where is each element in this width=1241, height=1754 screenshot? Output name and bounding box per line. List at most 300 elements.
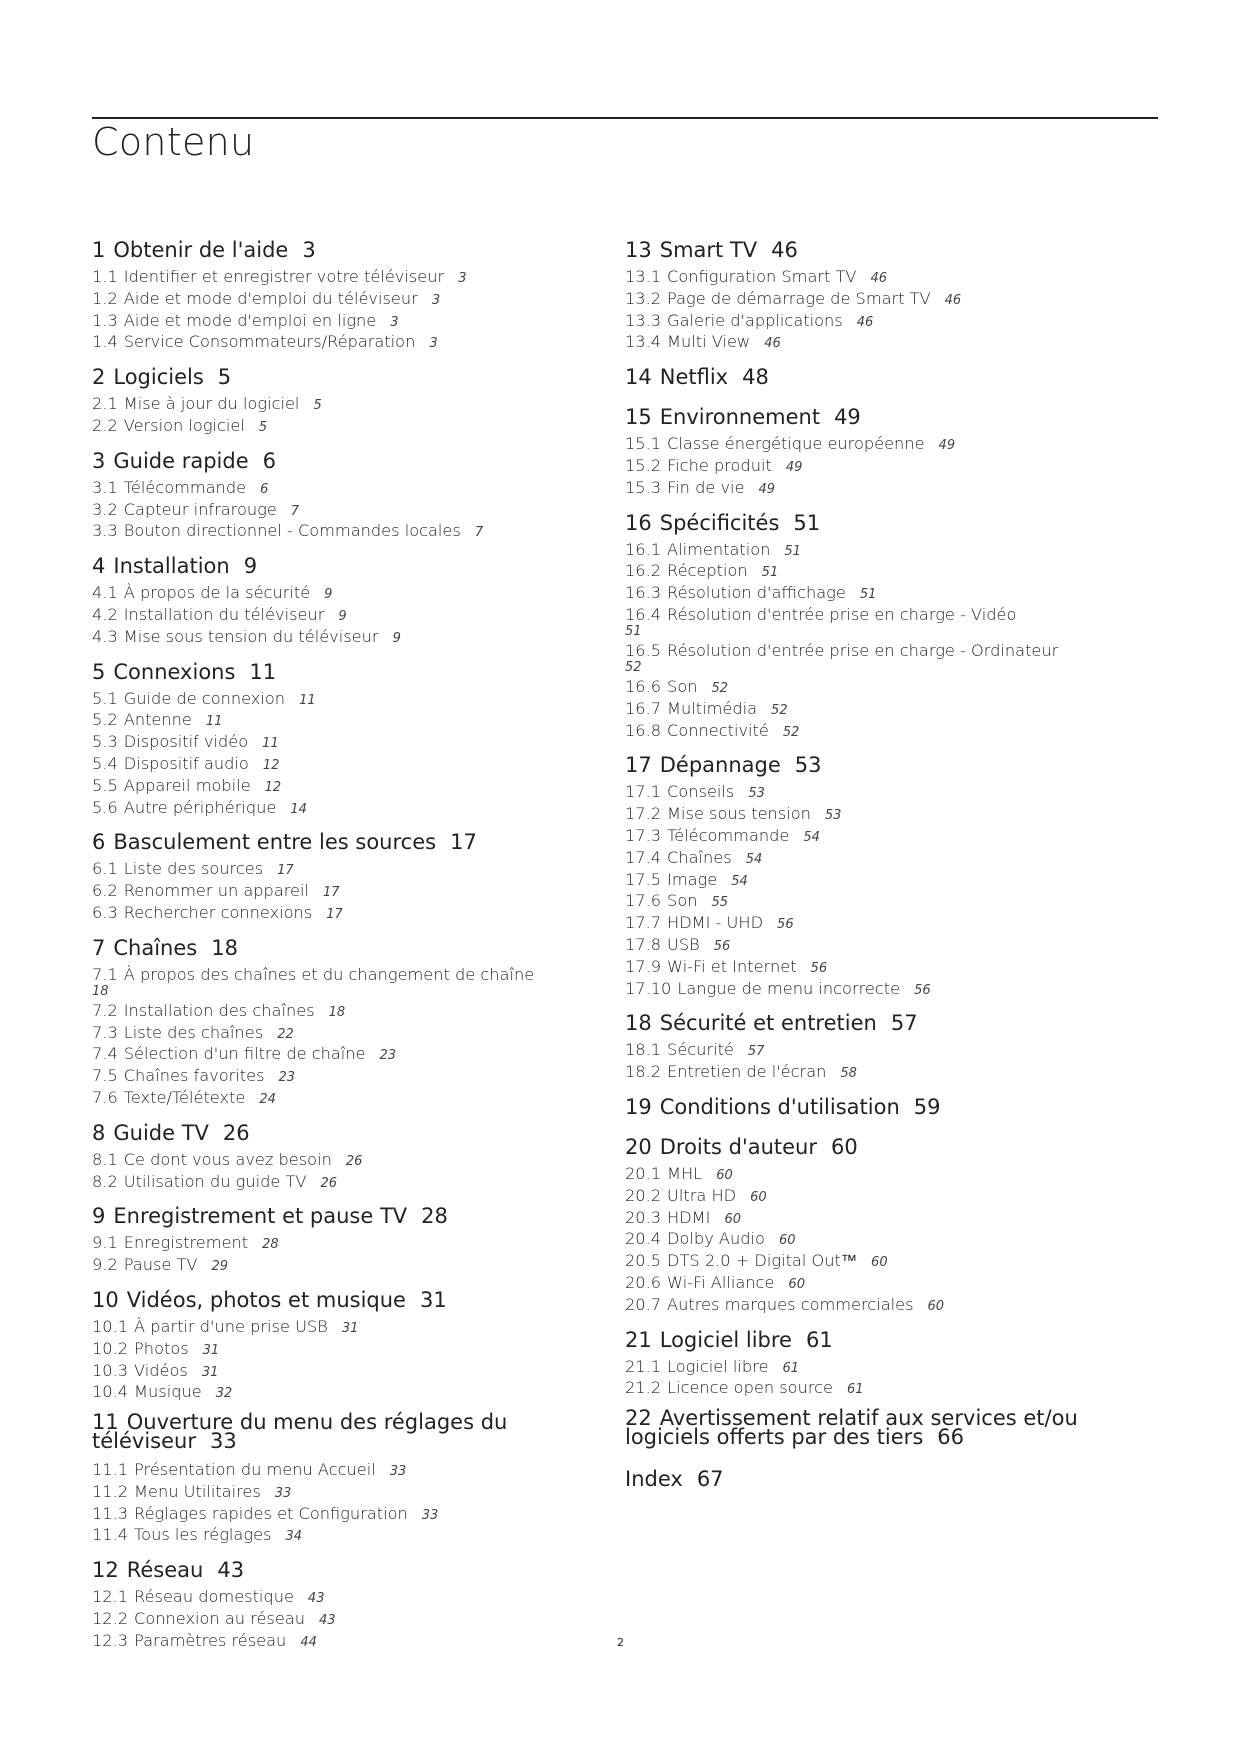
entry-title: Musique (134, 1382, 202, 1402)
entry-title: Pause TV (123, 1255, 198, 1275)
toc-entry[interactable] (625, 870, 1125, 892)
toc-section (92, 1202, 592, 1282)
entry-number: 6.3 (92, 902, 118, 922)
toc-section-heading[interactable] (625, 751, 1125, 779)
entry-number: 16.1 (625, 539, 662, 559)
toc-entry[interactable] (92, 689, 592, 711)
section-number: 10 (92, 1287, 119, 1312)
entry-number: 1.2 (92, 288, 118, 308)
toc-entry[interactable] (92, 1317, 592, 1339)
entry-title: Mise sous tension (667, 804, 811, 824)
section-spacer (625, 1084, 1125, 1089)
toc-entry[interactable] (625, 913, 1125, 935)
entry-page-number: 54 (745, 851, 763, 867)
entry-number: 16.4 (625, 604, 662, 624)
section-title: Guide TV (113, 1120, 209, 1145)
entry-number: 5.3 (92, 732, 118, 752)
toc-entry[interactable] (625, 540, 1125, 562)
toc-section-heading[interactable] (625, 509, 1125, 537)
section-page-number: 49 (834, 405, 861, 430)
section-number: 17 (625, 753, 652, 778)
toc-section (625, 1406, 1125, 1461)
entry-title: Présentation du menu Accueil (134, 1460, 376, 1480)
toc-section (92, 447, 592, 548)
entry-title: Entretien de l'écran (667, 1062, 827, 1082)
toc-entry[interactable] (92, 267, 592, 289)
entry-number: 11.2 (92, 1481, 129, 1501)
entry-page-number: 23 (278, 1070, 296, 1086)
toc-entry[interactable] (92, 798, 592, 820)
section-page-number: 28 (421, 1204, 448, 1229)
section-number: 9 (92, 1204, 106, 1229)
entry-title: Liste des chaînes (123, 1022, 264, 1042)
section-number: 20 (625, 1134, 652, 1159)
entry-page-number: 52 (625, 659, 642, 675)
section-spacer (625, 354, 1125, 359)
toc-entry[interactable] (625, 935, 1125, 957)
section-number: 16 (625, 510, 652, 535)
toc-entry[interactable] (625, 1378, 1125, 1400)
entry-page-number: 53 (748, 786, 765, 802)
toc-entry[interactable] (92, 500, 592, 522)
entry-page-number: 33 (389, 1464, 407, 1480)
entry-title: MHL (667, 1163, 703, 1183)
toc-entry[interactable] (625, 561, 1125, 583)
entry-page-number: 33 (421, 1507, 439, 1523)
section-page-number: 33 (209, 1429, 237, 1454)
entry-title: Télécommande (123, 477, 247, 497)
entry-page-number: 46 (944, 292, 962, 308)
toc-entry[interactable] (625, 1295, 1125, 1317)
entry-title: Image (667, 869, 718, 889)
entry-title: Mise à jour du logiciel (123, 394, 300, 414)
section-spacer (625, 500, 1125, 505)
entry-title: Capteur infrarouge (123, 499, 277, 519)
toc-entry[interactable] (92, 1001, 592, 1023)
entry-page-number: 55 (711, 895, 729, 911)
entry-number: 13.3 (625, 310, 662, 330)
entry-page-number: 11 (262, 736, 279, 752)
toc-entry[interactable] (92, 1233, 592, 1255)
entry-number: 12.3 (92, 1630, 129, 1650)
entry-title: Multi View (667, 332, 751, 352)
toc-section (625, 1133, 1125, 1322)
section-spacer (625, 1000, 1125, 1005)
toc-entry[interactable] (92, 394, 592, 416)
section-title: Chaînes (113, 935, 198, 960)
entry-title: Photos (134, 1338, 189, 1358)
toc-entry[interactable] (625, 804, 1125, 826)
entry-number: 16.8 (625, 720, 662, 740)
section-title: Connexions (113, 659, 236, 684)
section-number: 14 (625, 365, 652, 390)
entry-title: Télécommande (667, 825, 790, 845)
entry-page-number: 18 (328, 1004, 346, 1020)
toc-entry[interactable] (92, 881, 592, 903)
toc-entry[interactable] (625, 1273, 1125, 1295)
entry-number: 17.3 (625, 825, 662, 845)
entry-number: 17.2 (625, 804, 662, 824)
toc-entry[interactable] (625, 456, 1125, 478)
entry-page-number: 26 (320, 1175, 337, 1191)
entry-page-number: 51 (761, 565, 779, 581)
toc-section-heading[interactable] (92, 934, 592, 962)
entry-number: 1.1 (92, 267, 118, 286)
entry-number: 3.3 (92, 521, 118, 541)
toc-section-heading[interactable] (92, 1410, 562, 1457)
entry-title: Autres marques commerciales (667, 1294, 914, 1314)
toc-entry[interactable] (92, 732, 592, 754)
toc-entry[interactable] (92, 332, 592, 354)
entry-number: 4.2 (92, 604, 118, 624)
entry-page-number: 3 (390, 314, 399, 330)
section-title: Index (625, 1467, 683, 1492)
toc-entry[interactable] (92, 416, 592, 438)
toc-section-heading[interactable] (625, 1133, 1125, 1161)
entry-number: 8.1 (92, 1149, 118, 1169)
toc-entry[interactable] (625, 1186, 1125, 1208)
entry-number: 4.1 (92, 583, 118, 603)
section-number: 5 (92, 659, 106, 684)
entry-number: 1.4 (92, 332, 118, 352)
entry-number: 9.2 (92, 1255, 118, 1275)
toc-entry[interactable] (92, 1150, 592, 1172)
toc-section-heading[interactable] (625, 1009, 1125, 1037)
entry-title: Chaînes favorites (123, 1066, 265, 1086)
entry-page-number: 18 (92, 983, 109, 999)
section-title: Smart TV (659, 238, 758, 262)
entry-page-number: 60 (871, 1255, 888, 1271)
toc-entry[interactable] (625, 311, 1125, 333)
entry-number: 8.2 (92, 1171, 118, 1191)
entry-page-number: 3 (458, 271, 467, 286)
toc-entry[interactable] (92, 1525, 592, 1547)
entry-title: Wi-Fi Alliance (667, 1272, 775, 1292)
entry-number: 11.4 (92, 1525, 129, 1545)
toc-entry[interactable] (625, 1208, 1125, 1230)
toc-entry[interactable] (92, 1255, 592, 1277)
toc-entry[interactable] (625, 478, 1125, 500)
section-number: 6 (92, 830, 106, 855)
toc-section (625, 403, 1125, 504)
section-page-number: 6 (262, 448, 277, 473)
toc-entry[interactable] (625, 641, 1095, 677)
toc-entry[interactable] (625, 1164, 1125, 1186)
entry-number: 15.1 (625, 434, 662, 454)
entry-title: Vidéos (134, 1360, 188, 1380)
entry-page-number: 53 (824, 808, 842, 824)
toc-section-heading[interactable] (625, 363, 1125, 391)
toc-section (625, 1009, 1125, 1089)
toc-entry[interactable] (92, 1382, 592, 1404)
entry-page-number: 3 (429, 336, 438, 352)
toc-entry[interactable] (625, 891, 1125, 913)
entry-page-number: 23 (379, 1048, 397, 1064)
section-number: 15 (625, 405, 652, 430)
toc-section (92, 552, 592, 653)
toc-entry[interactable] (625, 782, 1125, 804)
entry-number: 20.5 (625, 1251, 662, 1271)
toc-entry[interactable] (625, 699, 1125, 721)
entry-number: 7.2 (92, 1000, 118, 1020)
entry-page-number: 60 (788, 1276, 805, 1292)
toc-entry[interactable] (625, 605, 1095, 641)
entry-title: HDMI (667, 1207, 711, 1227)
section-spacer (625, 1317, 1125, 1322)
toc-entry[interactable] (625, 1357, 1125, 1379)
entry-page-number: 56 (914, 982, 931, 998)
toc-section-heading[interactable] (92, 1556, 592, 1584)
toc-section (92, 658, 592, 825)
toc-section (92, 1119, 592, 1199)
entry-number: 17.1 (625, 782, 662, 802)
section-number: 18 (625, 1011, 652, 1036)
entry-title: Antenne (123, 710, 192, 730)
toc-entry[interactable] (92, 776, 592, 798)
toc-section-heading[interactable] (92, 1202, 592, 1230)
page-number: 2 (617, 1636, 624, 1649)
entry-page-number: 34 (285, 1529, 303, 1545)
section-spacer (625, 394, 1125, 399)
toc-entry[interactable] (625, 1040, 1125, 1062)
section-title: Logiciel libre (659, 1327, 792, 1352)
entry-number: 13.2 (625, 288, 662, 308)
toc-entry[interactable] (92, 605, 592, 627)
toc-entry[interactable] (92, 1504, 592, 1526)
toc-entry[interactable] (92, 754, 592, 776)
toc-section-heading[interactable] (92, 363, 592, 391)
section-page-number: 43 (217, 1558, 245, 1583)
entry-title: Rechercher connexions (123, 902, 313, 922)
section-page-number: 51 (793, 510, 821, 535)
entry-page-number: 9 (392, 630, 401, 646)
section-page-number: 31 (419, 1287, 447, 1312)
entry-page-number: 33 (274, 1485, 292, 1501)
toc-section-heading[interactable] (625, 1093, 1125, 1121)
toc-entry[interactable] (625, 721, 1125, 743)
entry-title: Langue de menu incorrecte (677, 978, 901, 998)
toc-section-heading[interactable] (92, 447, 592, 475)
entry-page-number: 29 (211, 1259, 229, 1275)
toc-entry[interactable] (92, 1044, 592, 1066)
section-page-number: 60 (831, 1134, 858, 1159)
toc-section-heading[interactable] (625, 1326, 1125, 1354)
toc-entry[interactable] (625, 677, 1125, 699)
toc-entry[interactable] (625, 434, 1125, 456)
toc-section-heading[interactable] (625, 403, 1125, 431)
toc-entry[interactable] (92, 1023, 592, 1045)
toc-entry[interactable] (92, 965, 562, 1001)
entry-number: 16.5 (625, 640, 662, 660)
entry-title: Version logiciel (123, 415, 245, 435)
entry-title: Dispositif vidéo (123, 732, 249, 752)
section-title: Installation (113, 554, 230, 579)
toc-section-heading[interactable] (625, 1406, 1095, 1453)
entry-number: 6.2 (92, 881, 118, 901)
entry-number: 10.3 (92, 1360, 129, 1380)
entry-title: Liste des sources (123, 859, 264, 879)
section-spacer (92, 819, 592, 824)
section-spacer (92, 925, 592, 930)
entry-number: 5.2 (92, 710, 118, 730)
section-title: Guide rapide (113, 448, 249, 473)
entry-title: À partir d'une prise USB (134, 1316, 328, 1336)
entry-page-number: 5 (313, 398, 322, 414)
toc-section-heading[interactable] (92, 236, 592, 264)
toc-entry[interactable] (625, 289, 1125, 311)
entry-page-number: 28 (262, 1237, 279, 1253)
toc-entry[interactable] (92, 1066, 592, 1088)
entry-number: 3.1 (92, 477, 118, 497)
entry-number: 15.3 (625, 477, 662, 497)
toc-entry[interactable] (625, 957, 1125, 979)
toc-entry[interactable] (625, 848, 1125, 870)
entry-page-number: 12 (262, 757, 280, 773)
toc-entry[interactable] (92, 289, 592, 311)
entry-page-number: 52 (782, 724, 800, 740)
toc-entry[interactable] (625, 332, 1125, 354)
entry-number: 7.5 (92, 1066, 118, 1086)
toc-entry[interactable] (625, 1251, 1125, 1273)
toc-section-heading[interactable] (92, 1286, 592, 1314)
entry-number: 20.2 (625, 1185, 662, 1205)
entry-page-number: 46 (870, 271, 888, 286)
entry-page-number: 49 (758, 481, 776, 497)
toc-entry[interactable] (625, 267, 1125, 289)
entry-page-number: 60 (716, 1167, 733, 1183)
toc-entry[interactable] (92, 627, 592, 649)
toc-entry[interactable] (92, 1587, 592, 1609)
section-number: 8 (92, 1120, 106, 1145)
entry-title: Dolby Audio (667, 1229, 765, 1249)
entry-page-number: 17 (277, 863, 294, 879)
toc-section (625, 751, 1125, 1005)
section-spacer (92, 1404, 592, 1409)
entry-page-number: 22 (277, 1026, 294, 1042)
section-page-number: 17 (450, 830, 477, 855)
section-spacer (92, 1547, 592, 1552)
toc-entry[interactable] (625, 979, 1125, 1001)
toc-entry[interactable] (625, 1062, 1125, 1084)
entry-page-number: 56 (810, 960, 828, 976)
toc-entry[interactable] (92, 1361, 592, 1383)
entry-title: À propos de la sécurité (123, 583, 311, 603)
entry-title: Appareil mobile (123, 775, 251, 795)
entry-number: 20.3 (625, 1207, 662, 1227)
entry-number: 13.1 (625, 267, 662, 286)
section-spacer (625, 1456, 1125, 1461)
entry-number: 6.1 (92, 859, 118, 879)
toc-entry[interactable] (92, 1088, 592, 1110)
section-title: Sécurité et entretien (659, 1011, 877, 1036)
entry-title: Dispositif audio (123, 753, 249, 773)
toc-section-heading[interactable] (92, 552, 592, 580)
entry-number: 7.1 (92, 964, 118, 984)
toc-entry[interactable] (92, 1172, 592, 1194)
entry-title: Ce dont vous avez besoin (123, 1149, 332, 1169)
entry-title: Tous les réglages (134, 1525, 272, 1545)
toc-section-heading[interactable] (92, 658, 592, 686)
entry-page-number: 43 (319, 1613, 336, 1629)
toc-entry[interactable] (625, 583, 1125, 605)
entry-page-number: 11 (205, 714, 223, 730)
toc-section (92, 1410, 592, 1552)
entry-page-number: 43 (307, 1591, 325, 1607)
toc-section-heading[interactable] (92, 828, 592, 856)
toc-entry[interactable] (625, 826, 1125, 848)
entry-number: 10.1 (92, 1316, 129, 1336)
section-title: Réseau (126, 1558, 204, 1583)
toc-entry[interactable] (92, 521, 592, 543)
toc-entry[interactable] (92, 1482, 592, 1504)
entry-number: 17.7 (625, 913, 662, 933)
entry-page-number: 17 (326, 906, 343, 922)
toc-section-heading[interactable] (625, 236, 1125, 264)
section-title: Environnement (659, 405, 821, 430)
toc-entry[interactable] (92, 478, 592, 500)
section-title: Logiciels (113, 365, 204, 390)
entry-number: 10.4 (92, 1382, 129, 1402)
entry-title: Conseils (667, 782, 735, 802)
section-spacer (625, 1124, 1125, 1129)
entry-page-number: 51 (859, 587, 877, 603)
entry-title: Résolution d'entrée prise en charge - Ordinateur (667, 640, 1059, 660)
entry-page-number: 31 (202, 1342, 220, 1358)
entry-page-number: 46 (856, 314, 874, 330)
entry-page-number: 3 (431, 292, 441, 308)
entry-number: 7.6 (92, 1087, 118, 1107)
toc-entry[interactable] (92, 859, 592, 881)
toc-entry[interactable] (92, 1339, 592, 1361)
entry-title: Guide de connexion (123, 688, 286, 708)
toc-column-left (92, 236, 592, 1662)
section-spacer (625, 742, 1125, 747)
section-spacer (625, 1496, 1125, 1501)
entry-number: 12.1 (92, 1587, 129, 1607)
toc-section-heading[interactable] (92, 1119, 592, 1147)
toc-entry[interactable] (92, 1609, 592, 1631)
section-page-number: 59 (913, 1094, 941, 1119)
entry-number: 12.2 (92, 1609, 129, 1629)
toc-section (92, 828, 592, 929)
section-title: Enregistrement et pause TV (113, 1204, 408, 1229)
page-title: Contenu (92, 120, 255, 164)
entry-number: 17.5 (625, 869, 662, 889)
entry-number: 2.1 (92, 394, 118, 414)
toc-entry[interactable] (92, 583, 592, 605)
section-number: 3 (92, 448, 106, 473)
toc-entry[interactable] (92, 311, 592, 333)
toc-entry[interactable] (92, 710, 592, 732)
entry-title: Réseau domestique (134, 1587, 294, 1607)
entry-title: Configuration Smart TV (667, 267, 857, 286)
toc-entry[interactable] (92, 1460, 592, 1482)
entry-title: USB (667, 934, 700, 954)
section-number: 7 (92, 935, 106, 960)
toc-section-heading[interactable] (625, 1465, 1125, 1493)
entry-number: 16.6 (625, 676, 662, 696)
entry-page-number: 46 (764, 336, 781, 352)
entry-number: 20.4 (625, 1229, 662, 1249)
entry-page-number: 32 (215, 1386, 233, 1402)
toc-entry[interactable] (92, 903, 592, 925)
section-spacer (92, 354, 592, 359)
section-page-number: 18 (211, 935, 238, 960)
entry-page-number: 52 (711, 680, 729, 696)
section-number: 11 (92, 1410, 119, 1435)
toc-entry[interactable] (625, 1229, 1125, 1251)
entry-title: Multimédia (667, 698, 758, 718)
